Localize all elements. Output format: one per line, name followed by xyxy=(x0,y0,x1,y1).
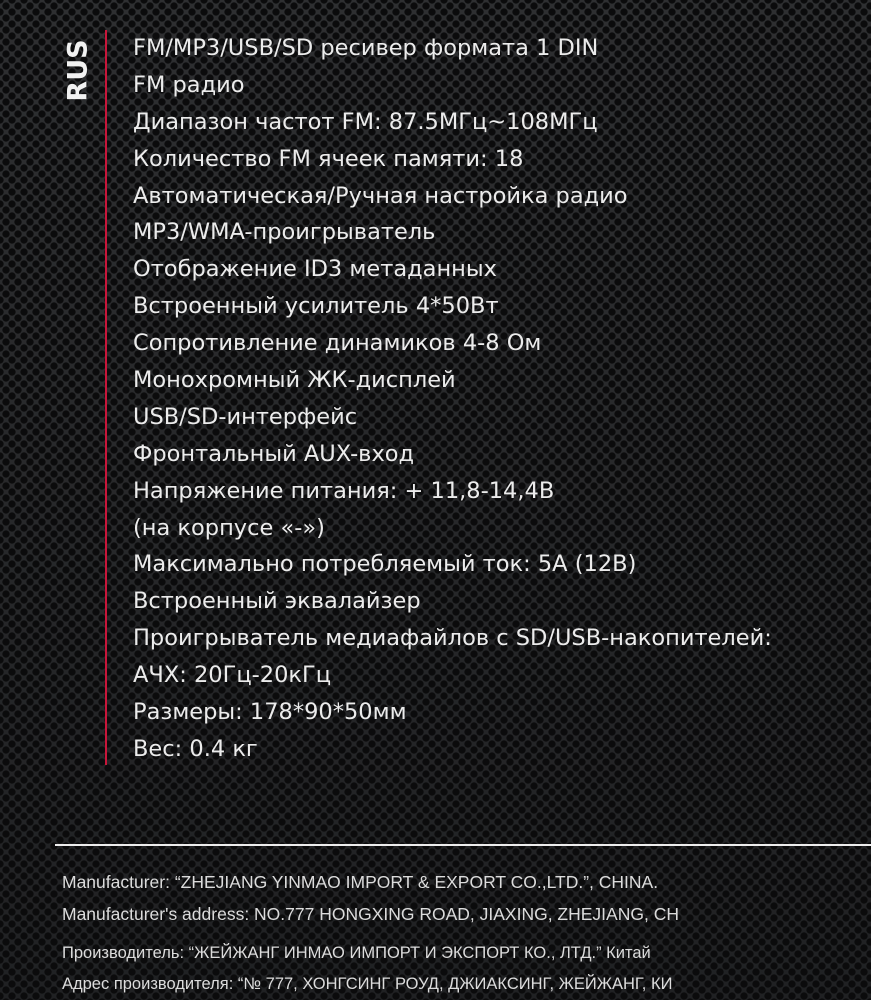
spec-item: FM радио xyxy=(133,71,245,98)
manufacturer-name-en: Manufacturer: “ZHEJIANG YINMAO IMPORT & EXPORT CO.,LTD.”, CHINA. xyxy=(62,872,659,892)
spec-item: Фронтальный AUX-вход xyxy=(133,440,415,467)
spec-list xyxy=(133,30,772,768)
spec-item: Максимально потребляемый ток: 5А (12В) xyxy=(133,551,637,578)
spec-item: FM/MP3/USB/SD ресивер формата 1 DIN xyxy=(133,35,599,61)
spec-item: MP3/WMA-проигрыватель xyxy=(133,219,436,246)
manufacturer-address-ru: Адрес производителя: “№ 777, ХОНГСИНГ РОУД, ДЖИАКСИНГ, ЖЕЙЖАНГ, КИ xyxy=(62,975,673,993)
spec-item: Напряжение питания: + 11,8-14,4В xyxy=(133,477,555,504)
spec-item: Диапазон частот FM: 87.5МГц~108МГц xyxy=(133,108,598,135)
spec-item: АЧХ: 20Гц-20кГц xyxy=(133,662,332,689)
spec-item: Размеры: 178*90*50мм xyxy=(133,699,407,726)
spec-item: Автоматическая/Ручная настройка радио xyxy=(133,182,628,209)
language-label xyxy=(56,38,100,102)
section-divider xyxy=(55,844,871,846)
accent-line xyxy=(105,30,107,765)
manufacturer-name-ru: Производитель: “ЖЕЙЖАНГ ИНМАО ИМПОРТ И ЭКСПОРТ КО., ЛТД.” Китай xyxy=(62,944,651,962)
spec-item: (на корпусе «-») xyxy=(133,514,325,541)
spec-item: Встроенный эквалайзер xyxy=(133,588,421,615)
spec-item: Сопротивление динамиков 4-8 Ом xyxy=(133,330,542,357)
manufacturer-info xyxy=(62,866,679,1000)
manufacturer-address-en: Manufacturer's address: NO.777 HONGXING ROAD, JIAXING, ZHEJIANG, CH xyxy=(62,904,679,924)
spec-item: Монохромный ЖК-дисплей xyxy=(133,367,456,394)
spec-item: Встроенный усилитель 4*50Вт xyxy=(133,293,499,320)
spec-item: Вес: 0.4 кг xyxy=(133,735,258,762)
spec-item: Проигрыватель медиафайлов с SD/USB-накопителей: xyxy=(133,625,772,652)
spec-item: Количество FM ячеек памяти: 18 xyxy=(133,145,524,172)
language-label-text: RUS xyxy=(62,38,94,102)
spec-item: Отображение ID3 метаданных xyxy=(133,256,497,283)
spec-item: USB/SD-интерфейс xyxy=(133,403,358,430)
